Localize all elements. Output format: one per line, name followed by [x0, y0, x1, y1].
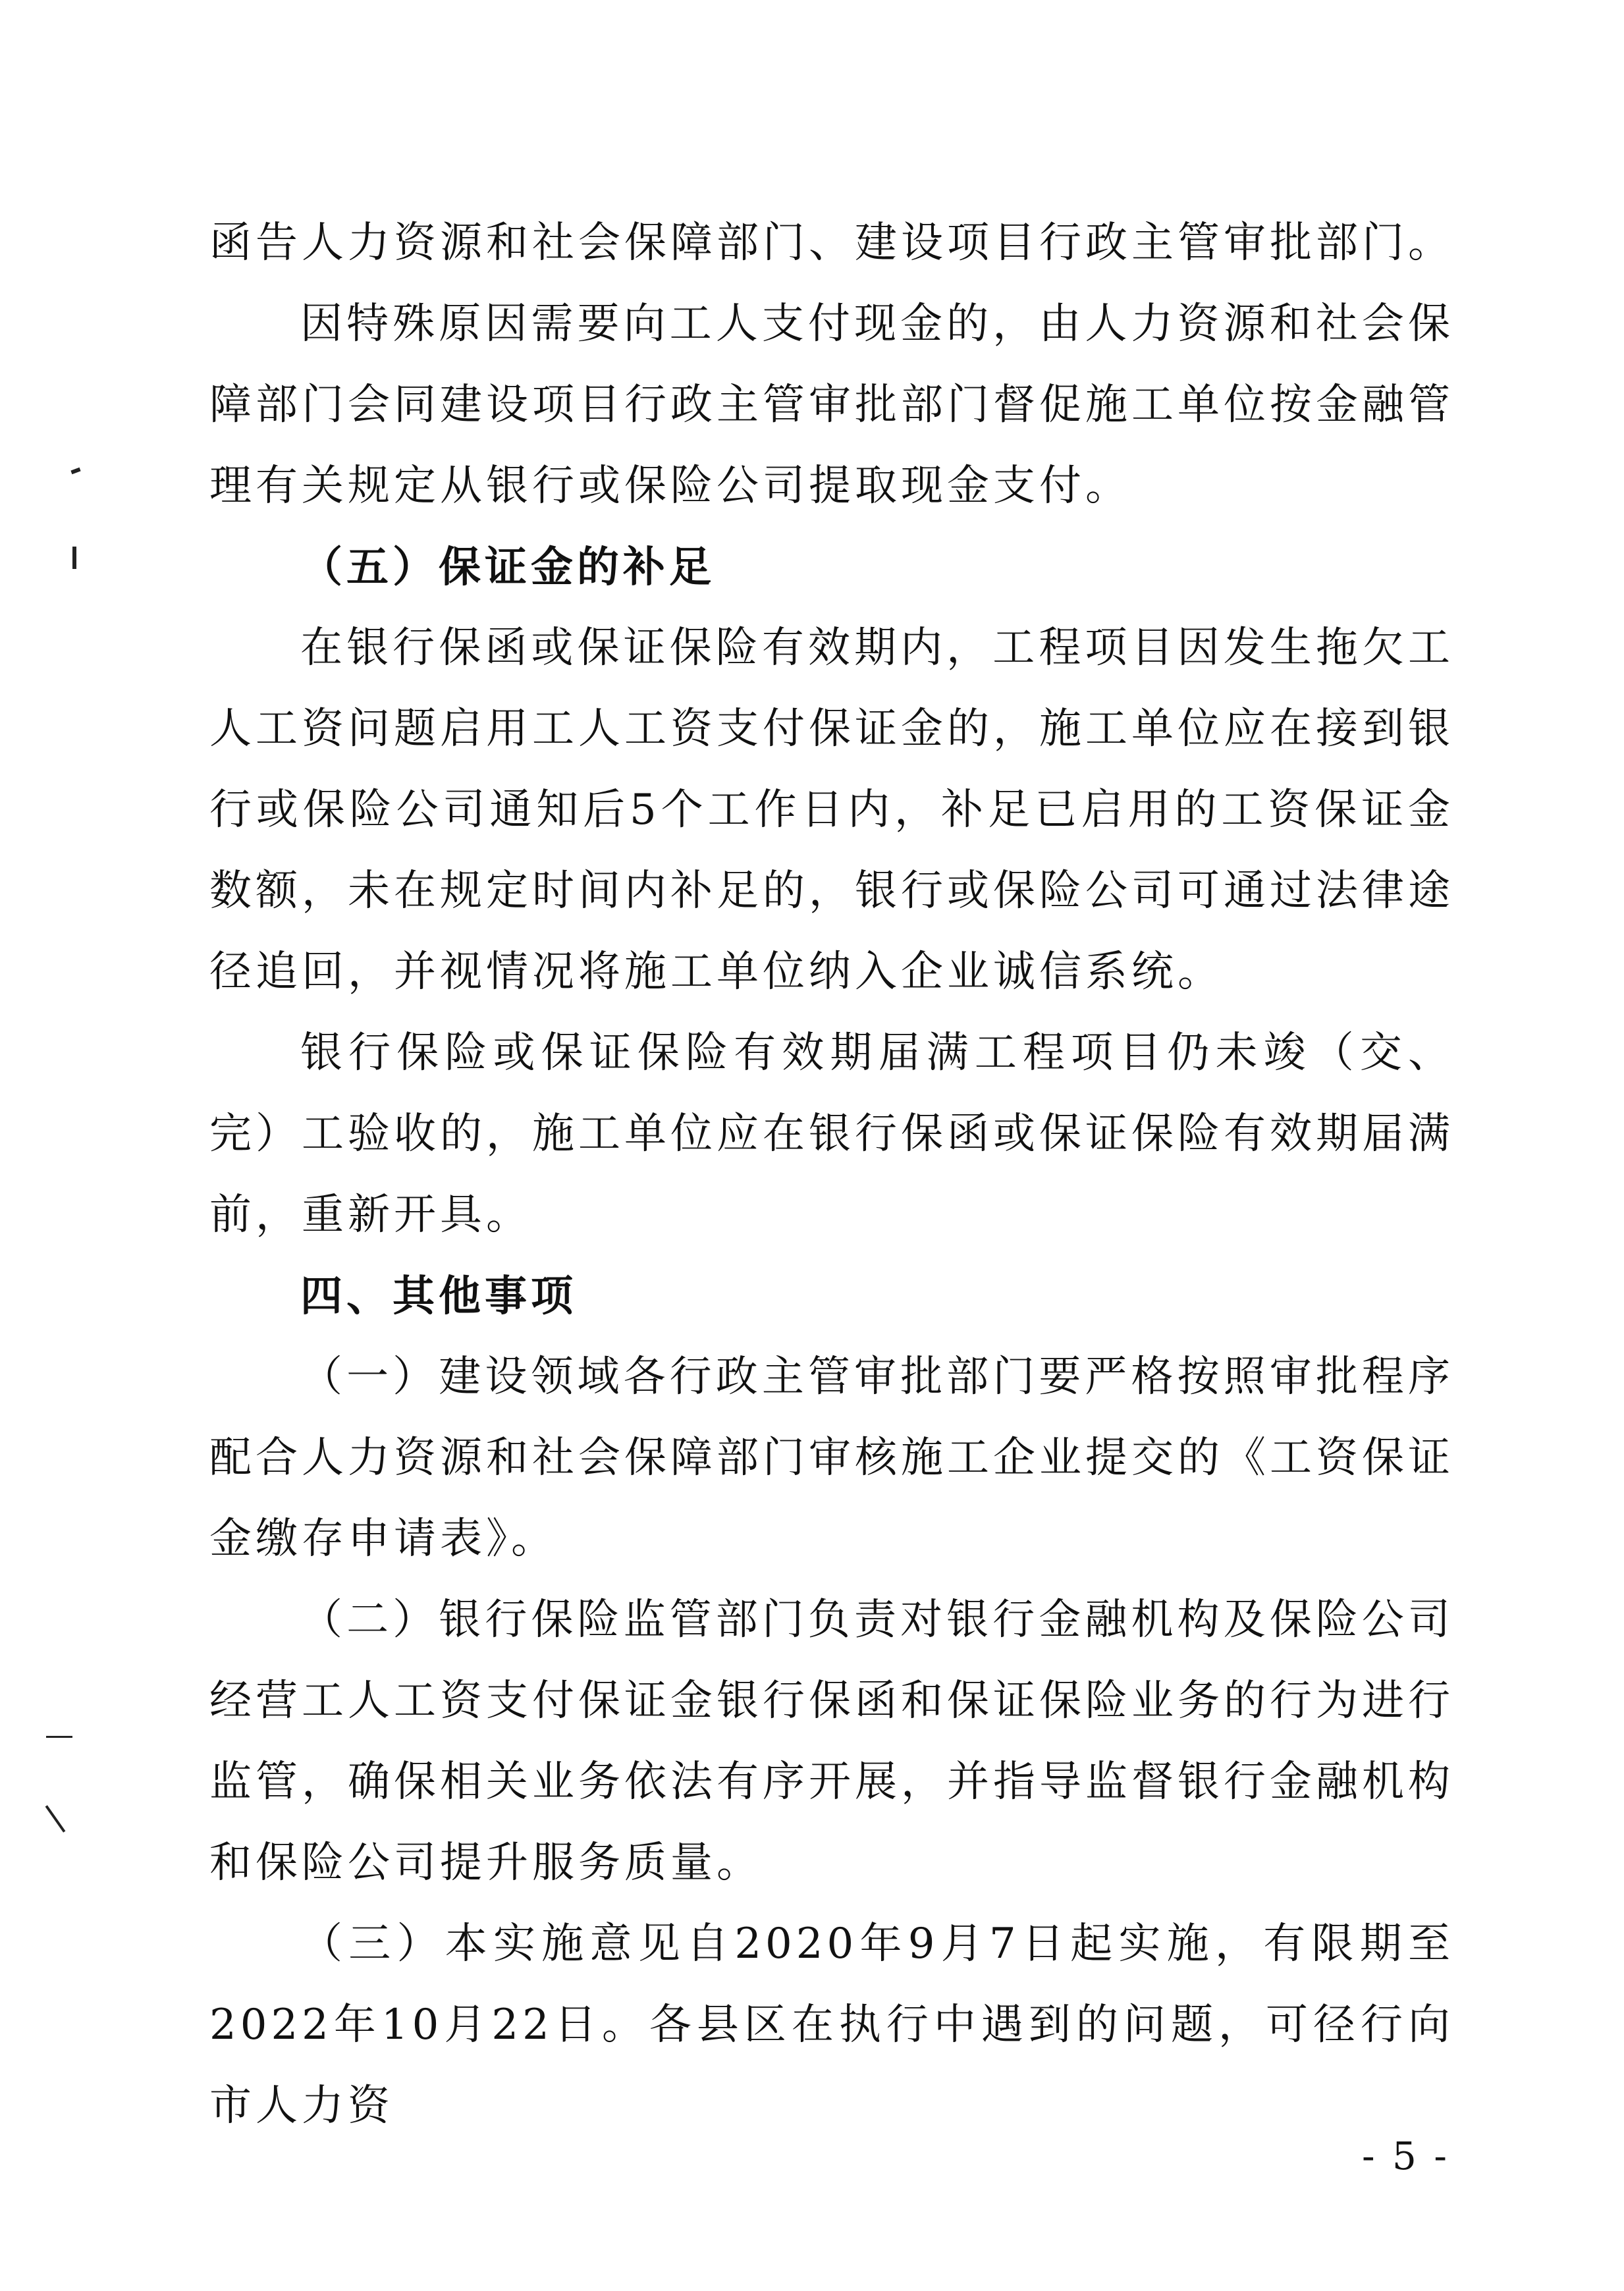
paragraph-guarantee-expiry: 银行保险或保证保险有效期届满工程项目仍未竣（交、完）工验收的，施工单位应在银行保函或保证保险有效期届满前，重新开具。	[209, 1029, 1454, 1239]
section-heading-5: （五）保证金的补足	[300, 543, 715, 592]
scan-mark	[46, 1736, 72, 1738]
scan-mark	[70, 468, 80, 474]
paragraph-continuation: 函告人力资源和社会保障部门、建设项目行政主管审批部门。	[209, 219, 1454, 267]
paragraph-cash-payment: 因特殊原因需要向工人支付现金的，由人力资源和社会保障部门会同建设项目行政主管审批部门督促施工单位按金融管理有关规定从银行或保险公司提取现金支付。	[209, 300, 1454, 510]
scan-mark	[45, 1805, 66, 1833]
paragraph-item-3: （三）本实施意见自2020年9月7日起实施，有限期至2022年10月22日。各县区在执行中遇到的问题，可径行向市人力资	[209, 1920, 1454, 2130]
paragraph-deposit-replenish: 在银行保函或保证保险有效期内，工程项目因发生拖欠工人工资问题启用工人工资支付保证金的，施工单位应在接到银行或保险公司通知后5个工作日内，补足已启用的工资保证金数额，未在规定时间内补足的，银行或保险公司可通过法律途径追回，并视情况将施工单位纳入企业诚信系统。	[209, 624, 1454, 996]
paragraph-item-2: （二）银行保险监管部门负责对银行金融机构及保险公司经营工人工资支付保证金银行保函和保证保险业务的行为进行监管，确保相关业务依法有序开展，并指导监督银行金融机构和保险公司提升服务质量。	[209, 1596, 1454, 1887]
paragraph-item-1: （一）建设领域各行政主管审批部门要严格按照审批程序配合人力资源和社会保障部门审核施工企业提交的《工资保证金缴存申请表》。	[209, 1353, 1454, 1563]
scan-mark	[72, 547, 76, 569]
page-number: - 5 -	[1362, 2134, 1449, 2178]
section-heading-4: 四、其他事项	[300, 1272, 577, 1321]
